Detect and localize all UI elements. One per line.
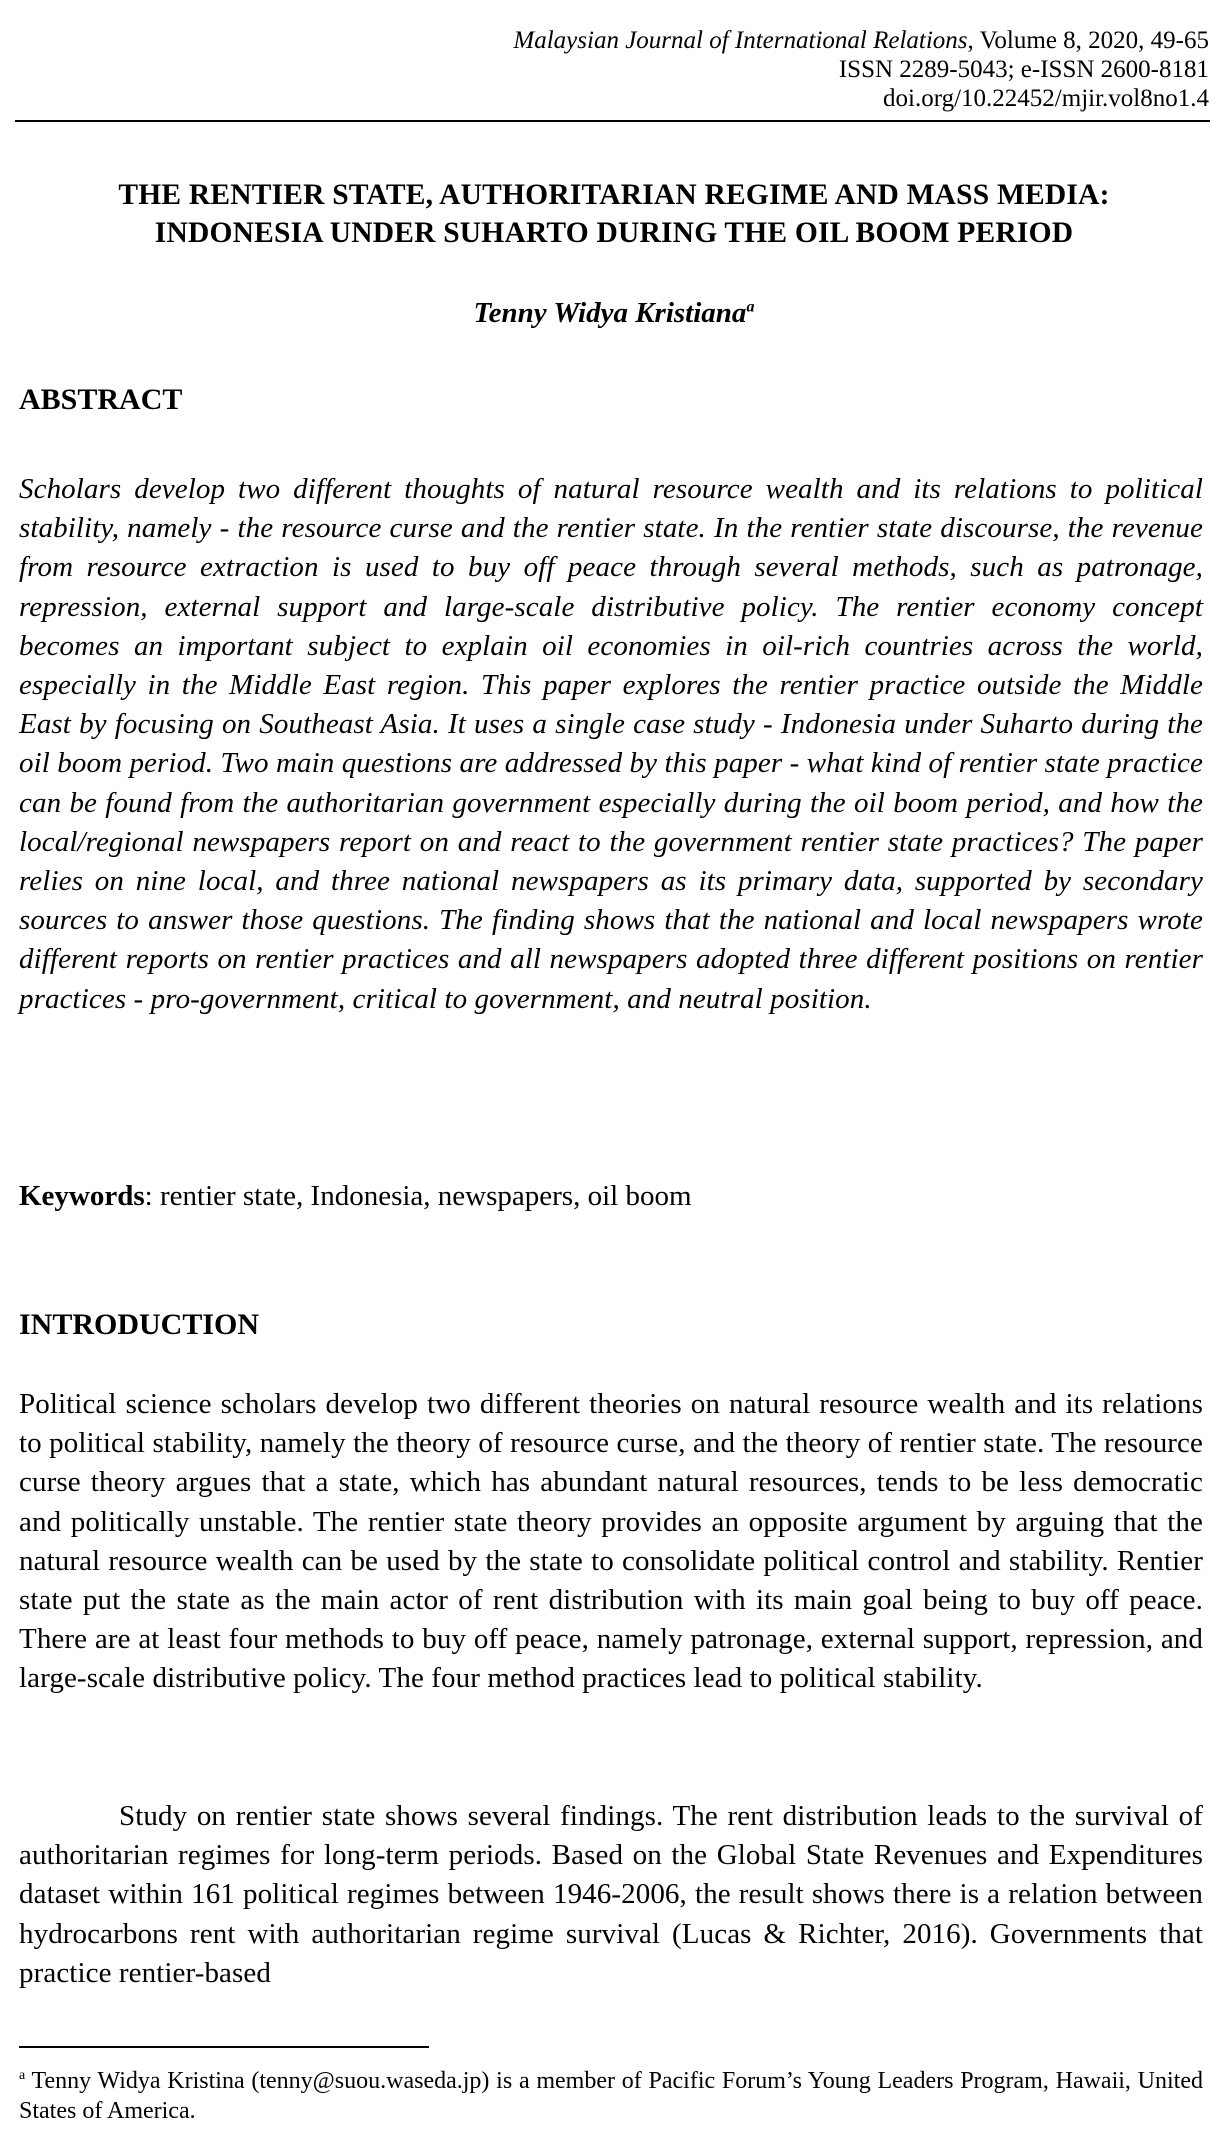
keywords-text: : rentier state, Indonesia, newspapers, oil boom: [144, 1180, 692, 1212]
abstract-heading: ABSTRACT: [19, 383, 183, 416]
author-line: [19, 297, 1209, 330]
footnote-mark: a: [19, 2068, 26, 2083]
title-line-2: INDONESIA UNDER SUHARTO DURING THE OIL BOOM PERIOD: [154, 217, 1074, 249]
footnote-text: Tenny Widya Kristina (tenny@suou.waseda.jp) is a member of Pacific Forum’s Young Leaders Program, Hawaii, United States of America.: [19, 2068, 1203, 2124]
journal-name: Malaysian Journal of International Relations: [513, 27, 968, 54]
volume-info: , Volume 8, 2020, 49-65: [967, 27, 1209, 54]
abstract-text: Scholars develop two different thoughts of natural resource wealth and its relations to political stability, namely - the resource curse and the rentier state. In the rentier state discourse, the revenue from resource extraction is used to buy off peace through several methods, such as patronage, repression, external support and large-scale distributive policy. The rentier economy concept becomes an important subject to explain oil economies in oil-rich countries across the world, especially in the Middle East region. This paper explores the rentier practice outside the Middle East by focusing on Southeast Asia. It uses a single case study - Indonesia under Suharto during the oil boom period. Two main questions are addressed by this paper - what kind of rentier state practice can be found from the authoritarian government especially during the oil boom period, and how the local/regional newspapers report on and react to the government rentier state practices? The paper relies on nine local, and three national newspapers as its primary data, supported by secondary sources to answer those questions. The finding shows that the national and local newspapers wrote different reports on rentier practices and all newspapers adopted three different positions on rentier practices - pro-government, critical to government, and neutral position.: [19, 473, 1203, 1015]
doi-line: doi.org/10.22452/mjir.vol8no1.4: [883, 85, 1209, 112]
author-footnote: [19, 2061, 1203, 2126]
introduction-heading: INTRODUCTION: [19, 1308, 260, 1341]
author-name: Tenny Widya Kristiana: [473, 297, 747, 329]
issn-line: ISSN 2289-5043; e-ISSN 2600-8181: [838, 56, 1209, 83]
paper-title: [19, 176, 1209, 252]
introduction-paragraph-2: Study on rentier state shows several findings. The rent distribution leads to the survival of authoritarian regimes for long-term periods. Based on the Global State Revenues and Expenditures dataset within 161 political regimes between 1946-2006, the result shows there is a relation between hydrocarbons rent with authoritarian regime survival (Lucas & Richter, 2016). Governments that practice rentier-based: [19, 1800, 1203, 1989]
keywords-label: Keywords: [19, 1180, 145, 1212]
title-line-1: THE RENTIER STATE, AUTHORITARIAN REGIME AND MASS MEDIA:: [118, 179, 1110, 211]
footnote-divider: [19, 2046, 429, 2048]
journal-header: [513, 26, 1209, 113]
journal-citation-line: [513, 26, 1209, 55]
keywords-line: [19, 1180, 692, 1213]
header-divider: [15, 120, 1210, 122]
author-affiliation-mark: a: [746, 298, 755, 316]
introduction-paragraph-1: Political science scholars develop two different theories on natural resource wealth and its relations to political stability, namely the theory of resource curse, and the theory of rentier state. The resource curse theory argues that a state, which has abundant natural resources, tends to be less democratic and politically unstable. The rentier state theory provides an opposite argument by arguing that the natural resource wealth can be used by the state to consolidate political control and stability. Rentier state put the state as the main actor of rent distribution with its main goal being to buy off peace. There are at least four methods to buy off peace, namely patronage, external support, repression, and large-scale distributive policy. The four method practices lead to political stability.: [19, 1388, 1203, 1695]
